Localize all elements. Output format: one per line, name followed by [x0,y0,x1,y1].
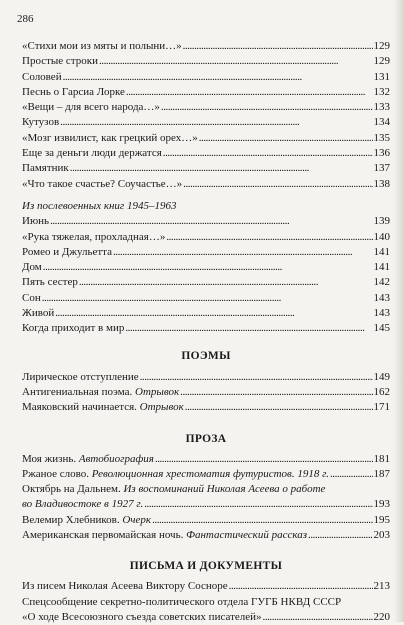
toc-entry-title-text: «Вещи – для всего народа…» [22,101,160,114]
toc-entry-page: 129 [373,40,390,52]
toc-entry [22,115,390,130]
dot-leader [183,39,373,54]
toc-entry-title-text: Простые строки [22,55,98,68]
toc-entry [22,513,390,528]
dot-leader [183,177,372,192]
toc-entry-title [22,70,62,85]
toc-entry-title [22,385,179,400]
toc-entry-page: 142 [373,276,390,289]
toc-entry-title [22,291,41,306]
toc-entry [22,39,390,54]
toc-entry-title-text: Велемир Хлебников. [22,513,123,526]
toc-entry-page: 134 [373,116,390,129]
toc-entry-title [22,321,124,336]
toc-entry [22,370,390,385]
toc-entry-page: 136 [373,147,390,160]
toc-entry-page: 203 [373,529,390,542]
toc-entry-title: Октябрь на Дальнем. [22,483,124,496]
dot-leader [60,115,372,130]
toc-entry [22,214,390,229]
toc-entry [22,385,390,400]
toc-entry-title-text: Ржаное слово. [22,467,92,480]
toc-entry-page: 140 [373,230,390,243]
heading-poemy: ПОЭМЫ [181,349,231,362]
toc-entry [22,245,390,260]
toc-entry-page: 137 [373,162,390,175]
toc-entry [22,452,390,467]
toc-entry-title-text: Сон [22,291,41,304]
toc-entry-title-text: Пять сестер [22,276,78,289]
toc-entry [22,100,390,115]
heading-proza: ПРОЗА [185,432,227,445]
toc-entry-title-text: Живой [22,307,55,320]
toc-entry-page: 129 [373,55,390,68]
toc-entry-title-text: Дом [22,261,42,274]
section-title-postwar: Из послевоенных книг 1945–1963 [22,199,177,212]
toc-entry-title-text: Кутузов [22,116,60,129]
dot-leader [70,161,373,176]
page-number: 286 [17,13,34,25]
toc-entry-title-text: Лирическое отступление [22,370,139,383]
toc-entry-page: 162 [373,385,390,398]
dot-leader [43,260,373,275]
toc-entry-title [22,39,182,54]
dot-leader [155,452,373,467]
toc-entry [22,579,390,594]
toc-entry-page: 187 [373,467,390,480]
toc-entry-title [22,245,112,260]
toc-entry-title [22,146,162,161]
toc-entry [22,177,390,192]
toc-entry [22,306,390,321]
dot-leader [180,385,372,400]
toc-entry-title-text: Американская первомайская ночь. [22,529,187,542]
dot-leader [125,321,372,336]
toc-entry-title-text: Памятник [22,162,69,175]
dot-leader [166,230,372,245]
toc-entry-title-text: «Рука тяжелая, прохладная…» [22,230,166,243]
toc-entry [22,260,390,275]
dot-leader [55,306,372,321]
dot-leader [330,467,373,482]
toc-entry-page: 138 [373,177,390,190]
dot-leader [144,497,372,512]
toc-group-poemy [22,370,390,416]
toc-entry-title [22,177,182,192]
toc-entry-title-text: Июнь [22,215,50,228]
toc-entry-title-text: Из писем Николая Асеева Виктору Сосноре [22,580,228,593]
dot-leader [163,146,373,161]
toc-entry [22,54,390,69]
toc-entry-title: Спецсообщение секретно-политического отдела ГУГБ НКВД СССР [22,595,342,608]
dot-leader [113,245,372,260]
toc-entry-title [22,161,69,176]
toc-group-poems [22,39,390,192]
toc-entry-page: 213 [373,580,390,593]
toc-entry-title [22,230,165,245]
toc-entry [22,131,390,146]
dot-leader [161,100,373,115]
toc-entry-title [22,85,125,100]
toc-entry-title [22,214,49,229]
toc-entry-page: 133 [373,101,390,114]
toc-entry [22,275,390,290]
toc-entry-subtitle: Фантастический рассказ [186,529,308,542]
toc-entry-title-text: «Что такое счастье? Соучастье…» [22,177,183,190]
toc-entry-title-text: Соловей [22,70,62,83]
toc-entry [22,467,390,482]
dot-leader [263,610,373,625]
toc-entry-title [22,54,98,69]
toc-entry-title [22,528,307,543]
dot-leader [99,54,373,69]
toc-entry-page: 149 [373,370,390,383]
toc-entry [22,400,390,415]
toc-entry-title-text: Еще за деньги люди держатся [22,147,162,160]
toc-entry-page: 135 [373,131,390,144]
toc-entry-subtitle: Отрывок [135,385,180,398]
toc-entry [22,161,390,176]
toc-entry-page: 181 [373,452,390,465]
toc-entry-page: 193 [373,498,390,511]
toc-entry [22,528,390,543]
toc-entry-title [22,370,139,385]
toc-entry-page: 141 [373,261,390,274]
dot-leader [308,528,372,543]
toc-entry-title-text: «Мозг извилист, как грецкий орех…» [22,131,198,144]
dot-leader [79,275,373,290]
toc-entry-subtitle: Из воспоминаний Николая Асеева о работе [123,483,326,496]
toc-entry [22,230,390,245]
dot-leader [63,70,373,85]
toc-entry-title [22,610,262,625]
toc-entry-title [22,400,184,415]
toc-entry-page: 143 [373,307,390,320]
toc-entry-subtitle: Революционная хрестоматия футуристов. 1918 г. [91,467,329,480]
toc-entry [22,610,390,625]
dot-leader [229,579,373,594]
dot-leader [140,370,373,385]
toc-entry-title-text: Песнь о Гарсиа Лорке [22,85,125,98]
dot-leader [185,400,373,415]
toc-entry [22,70,390,85]
toc-entry-subtitle: Отрывок [139,401,184,414]
toc-entry-title [22,513,151,528]
toc-entry-title-line [22,595,390,610]
toc-entry-title-text: Когда приходит в мир [22,322,125,335]
toc-entry-subtitle: во Владивостоке в 1927 г. [22,498,144,511]
toc-entry-title [22,260,42,275]
toc-entry-title [22,100,160,115]
toc-entry-page: 220 [373,610,390,623]
toc-entry-page: 143 [373,291,390,304]
toc-entry [22,85,390,100]
toc-entry-title-text: Антигениальная поэма. [22,385,136,398]
dot-leader [42,291,373,306]
toc-entry [22,497,390,512]
toc-entry-title-line [22,482,390,497]
toc-entry [22,321,390,336]
toc-entry-title [22,497,143,512]
toc-entry-title [22,115,59,130]
toc-entry-page: 139 [373,215,390,228]
table-of-contents [22,39,390,625]
dot-leader [152,513,372,528]
toc-entry-title [22,306,54,321]
heading-letters-documents: ПИСЬМА И ДОКУМЕНТЫ [129,560,283,573]
toc-entry-title-text: «О ходе Всесоюзного съезда советских писателей» [22,610,262,623]
toc-entry-title [22,452,154,467]
toc-entry-page: 195 [373,513,390,526]
toc-group-letters [22,579,390,625]
toc-entry-title [22,275,78,290]
dot-leader [199,131,373,146]
toc-entry-page: 171 [373,401,390,414]
dot-leader [50,214,372,229]
toc-entry-title-text: Маяковский начинается. [22,401,140,414]
toc-entry-subtitle: Очерк [122,513,152,526]
dot-leader [126,85,373,100]
toc-entry-title [22,467,329,482]
toc-entry-title [22,579,228,594]
toc-entry-page: 131 [373,70,390,83]
toc-group-proza [22,452,390,544]
toc-entry-title [22,131,198,146]
toc-entry-title-text: Ромео и Джульетта [22,245,113,258]
toc-entry-page: 141 [373,245,390,258]
toc-entry [22,146,390,161]
toc-group-postwar [22,214,390,336]
toc-entry-page: 132 [373,85,390,98]
toc-entry [22,291,390,306]
toc-entry-title-text: «Стихи мои из мяты и полыни…» [22,40,182,52]
toc-entry-subtitle: Автобиография [78,452,154,465]
toc-entry-page: 145 [373,322,390,335]
page-edge [394,0,404,622]
toc-entry-title-text: Моя жизнь. [22,452,79,465]
